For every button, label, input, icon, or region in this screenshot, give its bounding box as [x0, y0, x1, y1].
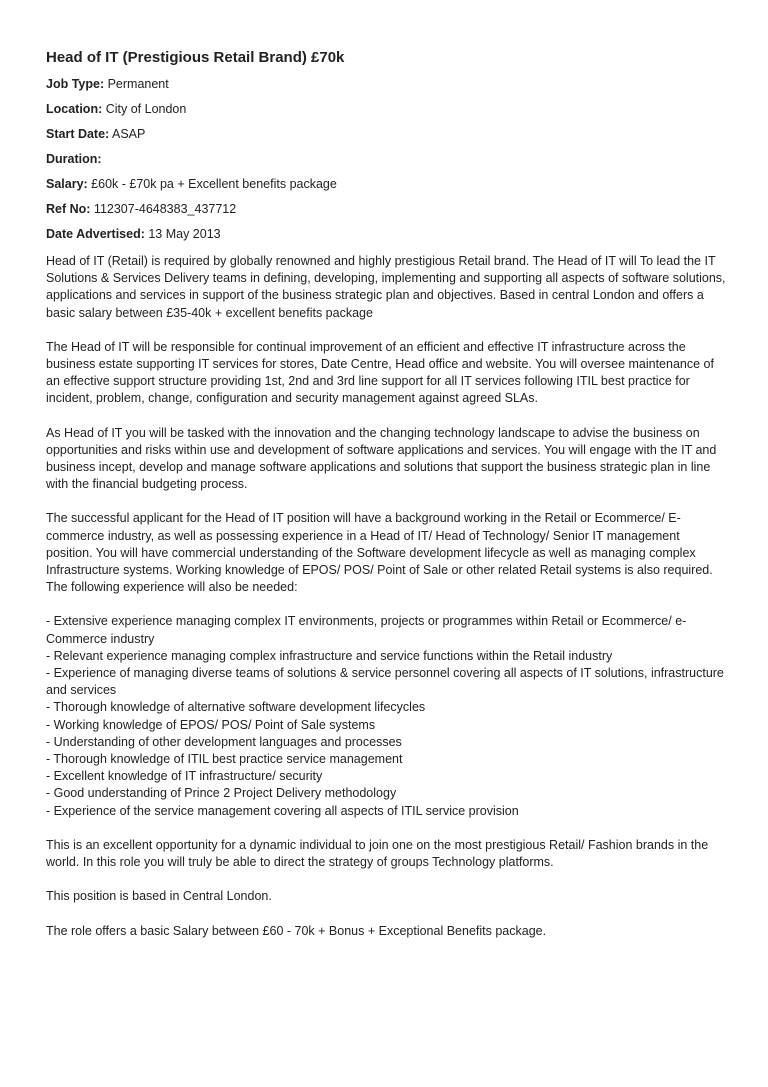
duration-line: [46, 150, 726, 168]
document-page: [46, 48, 726, 957]
description-paragraph: The successful applicant for the Head of IT position will have a background working in the Retail or Ecommerce/ E-commerce industry, as well as possessing experience in a Head of IT/ Head of Technology/ Senior IT management position. You will have commercial understanding of the Software development lifecycle as well as managing complex Infrastructure systems. Working knowledge of EPOS/ POS/ Point of Sale or other related Retail systems is also required. The following experience will also be needed:: [46, 511, 713, 595]
ref-no-label: Ref No:: [46, 202, 91, 216]
date-advertised-label: Date Advertised:: [46, 227, 145, 241]
requirement-item: - Thorough knowledge of ITIL best practice service management: [46, 752, 403, 767]
requirement-item: - Good understanding of Prince 2 Project Delivery methodology: [46, 786, 397, 801]
location-label: Location:: [46, 102, 103, 116]
location-paragraph: This position is based in Central London.: [46, 889, 272, 904]
location-line: [46, 100, 726, 118]
start-date-label: Start Date:: [46, 127, 110, 141]
location-value: City of London: [102, 102, 187, 116]
job-type-value: Permanent: [104, 77, 169, 91]
closing-paragraph: This is an excellent opportunity for a dynamic individual to join one on the most prestigious Retail/ Fashion brands in the world. In this role you will truly be able to direct the strategy of groups Technology platforms.: [46, 837, 709, 870]
start-date-value: ASAP: [109, 127, 146, 141]
description-paragraph: As Head of IT you will be tasked with the innovation and the changing technology landscape to advise the business on opportunities and risks within use and development of software applications and services. You will engage with the IT and business incept, develop and manage software applications and solutions that support the business strategic plan in line with the financial budgeting process.: [46, 425, 717, 492]
job-type-line: [46, 75, 726, 93]
requirement-item: - Experience of the service management covering all aspects of ITIL service provision: [46, 803, 519, 818]
requirement-item: - Extensive experience managing complex IT environments, projects or programmes within Retail or Ecommerce/ e-Commerce industry: [46, 614, 687, 646]
requirement-item: - Understanding of other development languages and processes: [46, 734, 402, 749]
job-details: [46, 75, 726, 243]
description-paragraph: Head of IT (Retail) is required by globally renowned and highly prestigious Retail brand. The Head of IT will To lead the IT Solutions & Services Delivery teams in defining, developing, implementing and supporting all aspects of software solutions, applications and services in support of the business strategic plan and objectives. Based in central London and offers a basic salary between £35-40k + excellent benefits package: [46, 254, 726, 320]
start-date-line: [46, 125, 726, 143]
requirements-list: [46, 613, 726, 819]
requirement-item: - Thorough knowledge of alternative software development lifecycles: [46, 700, 426, 715]
requirement-item: - Experience of managing diverse teams of solutions & service personnel covering all aspects of IT solutions, infrastructure and services: [46, 666, 724, 698]
description-paragraph: The Head of IT will be responsible for continual improvement of an efficient and effective IT infrastructure across the business estate supporting IT services for stores, Date Centre, Head office and website. You will oversee maintenance of an effective support structure providing 1st, 2nd and 3rd line support for all IT services following ITIL best practice for incident, problem, change, configuration and security management against agreed SLAs.: [46, 339, 714, 406]
salary-value: £60k - £70k pa + Excellent benefits package: [87, 177, 337, 191]
date-advertised-line: [46, 225, 726, 243]
ref-no-line: [46, 200, 726, 218]
job-type-label: Job Type:: [46, 77, 105, 91]
salary-line: [46, 175, 726, 193]
job-title: Head of IT (Prestigious Retail Brand) £70k: [46, 49, 345, 66]
requirement-item: - Working knowledge of EPOS/ POS/ Point of Sale systems: [46, 717, 376, 732]
date-advertised-value: 13 May 2013: [144, 227, 221, 241]
salary-label: Salary:: [46, 177, 88, 191]
requirement-item: - Relevant experience managing complex infrastructure and service functions within the Retail industry: [46, 648, 613, 663]
ref-no-value: 112307-4648383_437712: [90, 202, 237, 216]
duration-label: Duration:: [46, 152, 102, 166]
requirement-item: - Excellent knowledge of IT infrastructure/ security: [46, 769, 323, 784]
salary-paragraph: The role offers a basic Salary between £60 - 70k + Bonus + Exceptional Benefits package.: [46, 923, 547, 938]
